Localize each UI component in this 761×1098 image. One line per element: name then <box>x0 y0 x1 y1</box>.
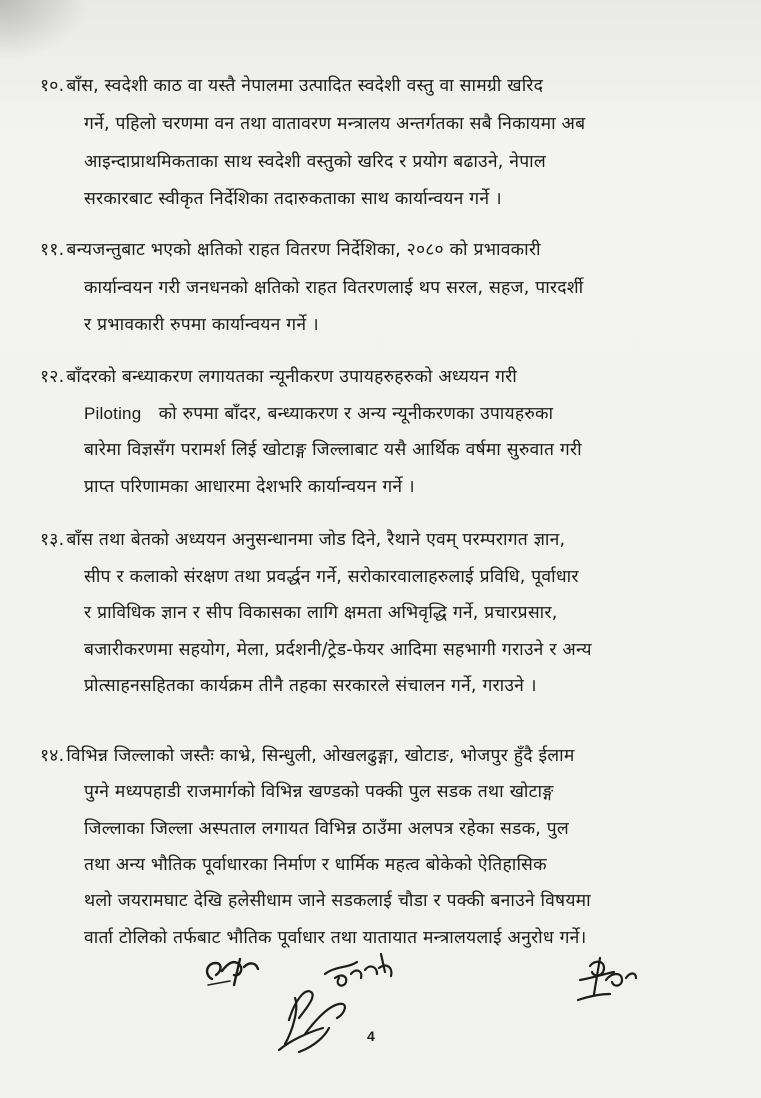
clause-line: बजारीकरणमा सहयोग, मेला, प्रर्दशनी/ट्रेड-फेयर आदिमा सहभागी गराउने र अन्य <box>84 640 592 660</box>
clause-line: र प्राविधिक ज्ञान र सीप विकासका लागि क्षमता अभिवृद्धि गर्ने, प्रचारप्रसार, <box>84 603 558 623</box>
signature-3 <box>570 950 660 1010</box>
clause-line: बारेमा विज्ञसँग परामर्श लिई खोटाङ्ग जिल्लाबाट यसै आर्थिक वर्षमा सुरुवात गरी <box>84 440 582 460</box>
clause-number: ११. <box>40 240 65 260</box>
clause-line: बाँस तथा बेतको अध्ययन अनुसन्धानमा जोड दिने, रैथाने एवम् परम्परागत ज्ञान, <box>66 530 566 550</box>
clause-line: थलो जयरामघाट देखि हलेसीधाम जाने सडकलाई चौडा र पक्की बनाउने विषयमा <box>84 891 591 911</box>
clause-line: सरकारबाट स्वीकृत निर्देशिका तदारुकताका साथ कार्यान्वयन गर्ने । <box>84 189 502 209</box>
clause-line: बाँदरको बन्ध्याकरण लगायतका न्यूनीकरण उपायहरुहरुको अध्ययन गरी <box>66 367 518 387</box>
latin-word: Piloting <box>84 404 142 423</box>
clause-line: सीप र कलाको संरक्षण तथा प्रवर्द्धन गर्ने, सरोकारवालाहरुलाई प्रविधि, पूर्वाधार <box>84 567 579 587</box>
scan-shadow <box>0 0 90 60</box>
clause-number: १२. <box>40 367 65 387</box>
signature-1 <box>200 945 270 995</box>
clause-line: जिल्लाका जिल्ला अस्पताल लगायत विभिन्न ठाउँमा अलपत्र रहेका सडक, पुल <box>84 819 569 839</box>
clause-line: तथा अन्य भौतिक पूर्वाधारका निर्माण र धार्मिक महत्व बोकेको ऐतिहासिक <box>84 855 547 875</box>
clause-line: विभिन्न जिल्लाको जस्तैः काभ्रे, सिन्धुली, ओखलढुङ्गा, खोटाङ, भोजपुर हुँदै ईलाम <box>66 746 575 766</box>
clause-line: को रुपमा बाँदर, बन्ध्याकरण र अन्य न्यूनीकरणका उपायहरुका <box>158 404 554 424</box>
clause-line: गर्ने, पहिलो चरणमा वन तथा वातावरण मन्त्रालय अन्तर्गतका सबै निकायमा अब <box>84 114 586 134</box>
clause-line: र प्रभावकारी रुपमा कार्यान्वयन गर्ने । <box>84 315 319 335</box>
clause-line: पुग्ने मध्यपहाडी राजमार्गको विभिन्न खण्डको पक्की पुल सडक तथा खोटाङ्ग <box>84 782 554 802</box>
clause-line: वार्ता टोलिको तर्फबाट भौतिक पूर्वाधार तथा यातायात मन्त्रालयलाई अनुरोध गर्ने। <box>84 928 587 948</box>
clause-line: बन्यजन्तुबाट भएको क्षतिको राहत वितरण निर्देशिका, २०८० को प्रभावकारी <box>66 240 541 260</box>
clause-number: १०. <box>40 76 65 96</box>
clause-number: १४. <box>40 746 65 766</box>
clause-line: प्रोत्साहनसहितका कार्यक्रम तीनै तहका सरकारले संचालन गर्ने, गराउने । <box>84 676 537 696</box>
page-number: 4 <box>367 1028 375 1044</box>
clause-line: प्राप्त परिणामका आधारमा देशभरि कार्यान्वयन गर्ने । <box>84 477 415 497</box>
clause-number: १३. <box>40 530 65 550</box>
clause-line: कार्यान्वयन गरी जनधनको क्षतिको राहत वितरणलाई थप सरल, सहज, पारदर्शी <box>84 278 584 298</box>
clause-line: आइन्दाप्राथमिकताका साथ स्वदेशी वस्तुको खरिद र प्रयोग बढाउने, नेपाल <box>84 152 546 172</box>
clause-line: बाँस, स्वदेशी काठ वा यस्तै नेपालमा उत्पादित स्वदेशी वस्तु वा सामग्री खरिद <box>66 76 544 96</box>
signature-2 <box>265 948 415 1058</box>
